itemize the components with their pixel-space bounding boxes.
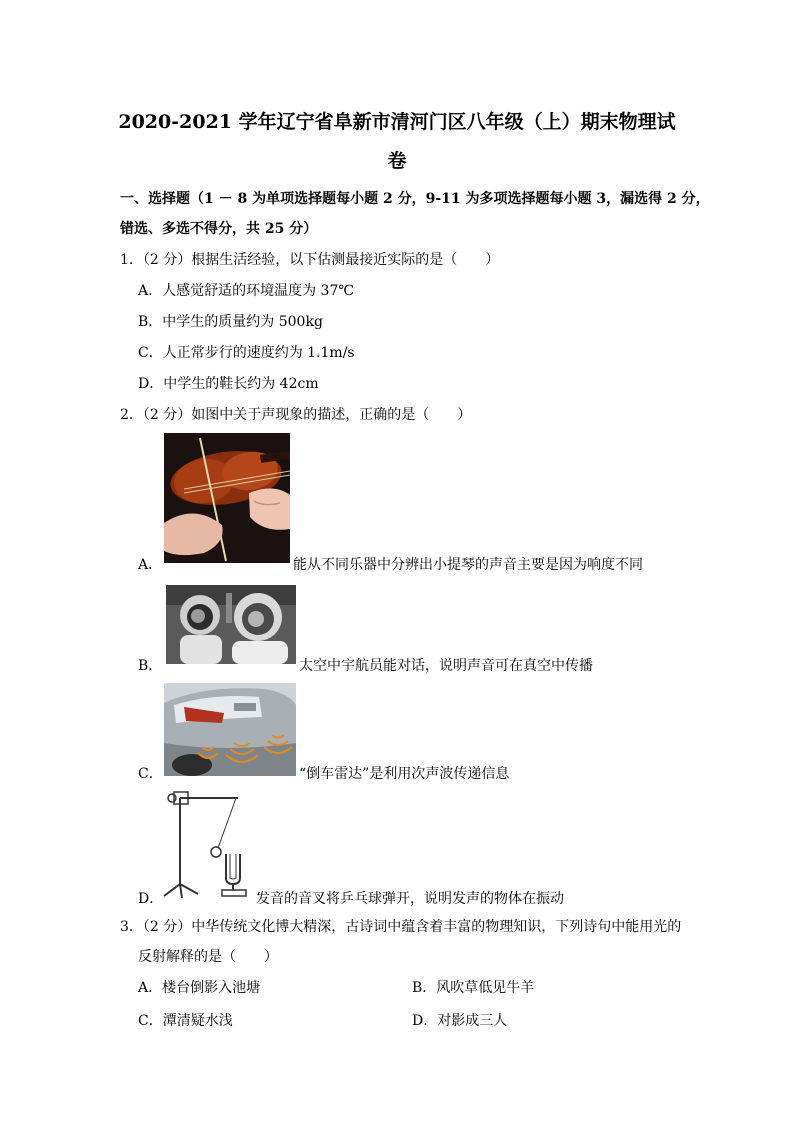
question-2-option-b-text: 太空中宇航员能对话，说明声音可在真空中传播 [299, 658, 593, 674]
question-3-option-b: B．风吹草低见牛羊 [412, 980, 535, 996]
question-1-stem: 1．（2 分）根据生活经验，以下估测最接近实际的是（ ） [120, 252, 500, 268]
section-heading-line1: 一、选择题（1 － 8 为单项选择题每小题 2 分，9-11 为多项选择题每小题 3，漏选得 2 分， [120, 191, 710, 207]
question-2-option-c-letter: C． [138, 766, 163, 782]
question-2-option-d-letter: D． [138, 891, 164, 907]
question-3-option-a: A．楼台倒影入池塘 [138, 980, 261, 996]
question-1-option-a: A．人感觉舒适的环境温度为 37℃ [138, 283, 355, 299]
astronauts-image [166, 585, 296, 664]
question-3-stem-line1: 3．（2 分）中华传统文化博大精深，古诗词中蕴含着丰富的物理知识，下列诗句中能用光的 [120, 919, 682, 935]
question-3-stem-line2: 反射解释的是（ ） [138, 949, 278, 965]
tuning-fork-image [160, 786, 256, 902]
violin-image [164, 433, 290, 563]
question-1-option-b: B．中学生的质量约为 500kg [138, 314, 323, 330]
question-3-option-c: C．潭清疑水浅 [138, 1013, 233, 1029]
question-2-option-c-text: “倒车雷达”是利用次声波传递信息 [299, 766, 510, 782]
question-2-option-b-letter: B． [138, 658, 163, 674]
question-1-option-c: C．人正常步行的速度约为 1.1m/s [138, 345, 355, 361]
exam-title-line2: 卷 [387, 150, 407, 172]
question-1-option-d: D．中学生的鞋长约为 42cm [138, 376, 319, 392]
question-2-stem: 2．（2 分）如图中关于声现象的描述，正确的是（ ） [120, 407, 472, 423]
exam-title-line1: 2020-2021 学年辽宁省阜新市清河门区八年级（上）期末物理试 [118, 111, 676, 133]
question-2-option-a-text: 能从不同乐器中分辨出小提琴的声音主要是因为响度不同 [293, 557, 643, 573]
question-2-option-d-text: 发音的音叉将乒乓球弹开，说明发声的物体在振动 [256, 891, 564, 907]
question-2-option-a-letter: A． [138, 557, 163, 573]
section-heading-line2: 错选、多选不得分，共 25 分） [120, 221, 318, 237]
car-radar-image [164, 683, 296, 776]
question-3-option-d: D．对影成三人 [412, 1013, 508, 1029]
